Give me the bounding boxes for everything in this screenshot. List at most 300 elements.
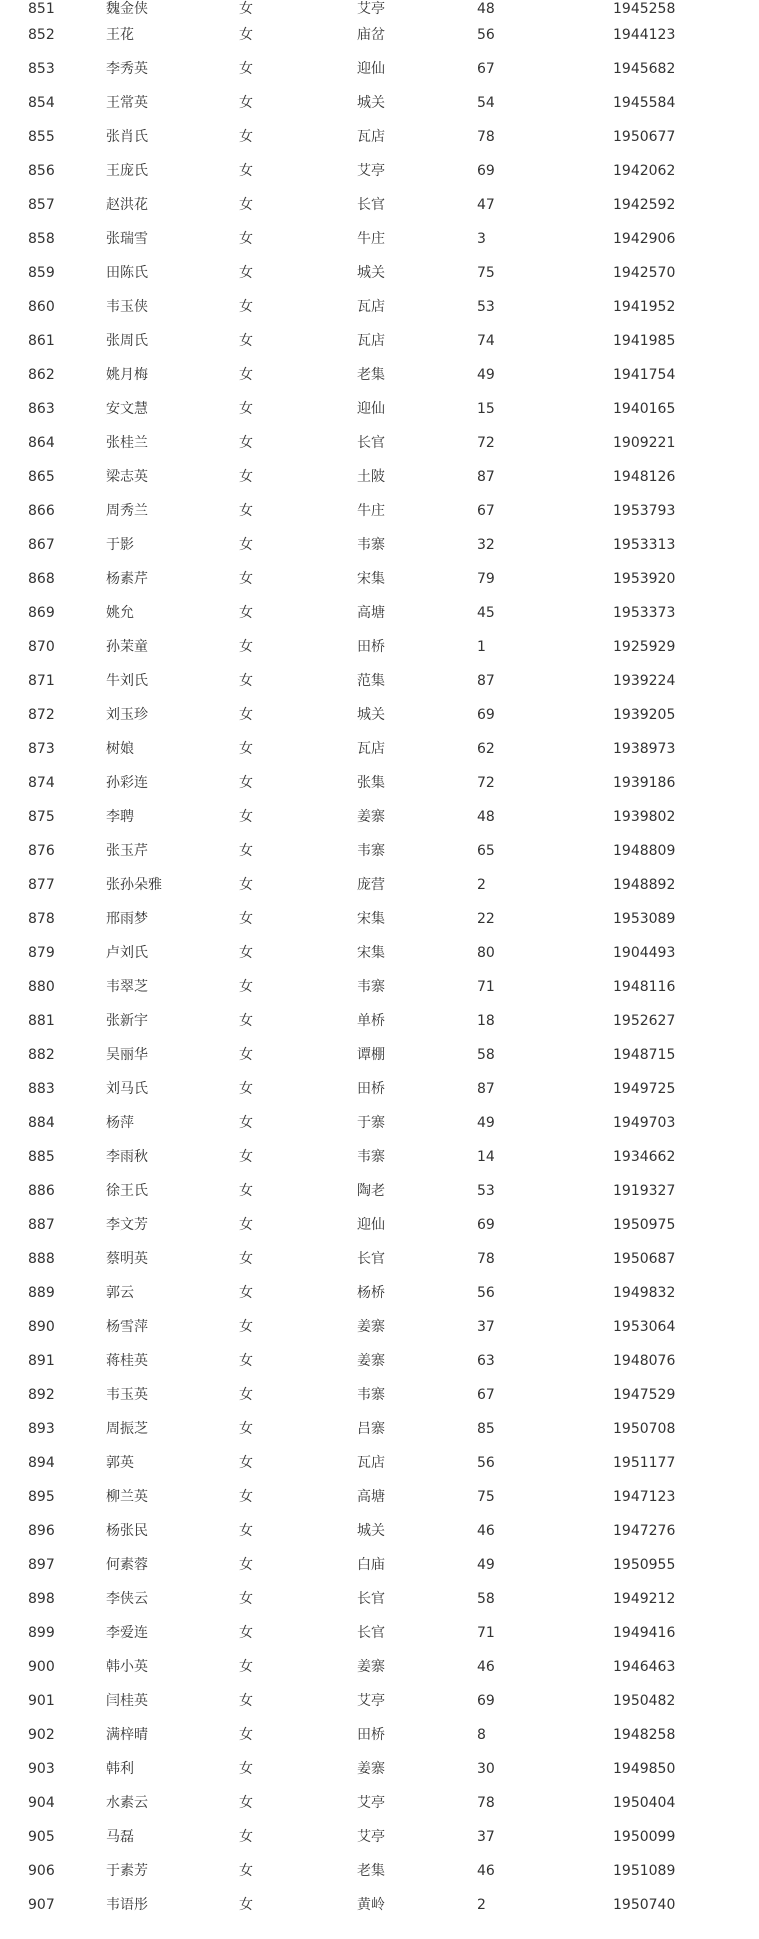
table-row [0, 868, 759, 902]
town-name: 牛庄 [357, 231, 385, 247]
table-row [0, 460, 759, 494]
town-name: 田桥 [357, 1727, 385, 1743]
table-row [0, 1412, 759, 1446]
sex-value: 女 [239, 1591, 253, 1607]
sex-value: 女 [239, 1387, 253, 1403]
sex-value: 女 [239, 1251, 253, 1267]
row-number: 889 [28, 1285, 55, 1301]
row-number: 864 [28, 435, 55, 451]
row-number: 856 [28, 163, 55, 179]
table-row [0, 664, 759, 698]
table-row [0, 1446, 759, 1480]
row-number: 886 [28, 1183, 55, 1199]
town-name: 瓦店 [357, 741, 385, 757]
record-id: 1925929 [613, 639, 676, 655]
town-name: 宋集 [357, 945, 385, 961]
person-name: 李文芳 [106, 1217, 148, 1233]
sex-value: 女 [239, 1625, 253, 1641]
table-row [0, 1276, 759, 1310]
table-row [0, 1820, 759, 1854]
town-name: 韦寨 [357, 843, 385, 859]
town-name: 高塘 [357, 605, 385, 621]
row-number: 896 [28, 1523, 55, 1539]
sex-value: 女 [239, 333, 253, 349]
table-row [0, 1106, 759, 1140]
person-name: 韩小英 [106, 1659, 148, 1675]
record-id: 1950687 [613, 1251, 676, 1267]
person-name: 杨萍 [106, 1115, 134, 1131]
record-id: 1909221 [613, 435, 676, 451]
table-row [0, 1242, 759, 1276]
sex-value: 女 [239, 265, 253, 281]
person-name: 韦翠芝 [106, 979, 148, 995]
record-id: 1950482 [613, 1693, 676, 1709]
row-number: 873 [28, 741, 55, 757]
record-id: 1950740 [613, 1897, 676, 1913]
town-name: 迎仙 [357, 1217, 385, 1233]
row-number: 852 [28, 27, 55, 43]
age-value: 75 [477, 265, 495, 281]
row-number: 907 [28, 1897, 55, 1913]
row-number: 904 [28, 1795, 55, 1811]
age-value: 3 [477, 231, 486, 247]
age-value: 80 [477, 945, 495, 961]
age-value: 67 [477, 503, 495, 519]
table-row [0, 120, 759, 154]
table-row [0, 86, 759, 120]
age-value: 46 [477, 1523, 495, 1539]
town-name: 韦寨 [357, 1387, 385, 1403]
person-name: 郭英 [106, 1455, 134, 1471]
record-id: 1946463 [613, 1659, 676, 1675]
row-number: 876 [28, 843, 55, 859]
age-value: 49 [477, 1557, 495, 1573]
row-number: 863 [28, 401, 55, 417]
age-value: 65 [477, 843, 495, 859]
row-number: 877 [28, 877, 55, 893]
person-name: 蔡明英 [106, 1251, 148, 1267]
sex-value: 女 [239, 673, 253, 689]
record-id: 1949416 [613, 1625, 676, 1641]
table-row [0, 1208, 759, 1242]
table-row [0, 1004, 759, 1038]
record-id: 1934662 [613, 1149, 676, 1165]
town-name: 韦寨 [357, 1149, 385, 1165]
record-id: 1949703 [613, 1115, 676, 1131]
record-id: 1945584 [613, 95, 676, 111]
person-name: 韩利 [106, 1761, 134, 1777]
town-name: 范集 [357, 673, 385, 689]
person-name: 蒋桂英 [106, 1353, 148, 1369]
record-id: 1948126 [613, 469, 676, 485]
sex-value: 女 [239, 1523, 253, 1539]
town-name: 吕寨 [357, 1421, 385, 1437]
sex-value: 女 [239, 401, 253, 417]
row-number: 906 [28, 1863, 55, 1879]
record-id: 1950708 [613, 1421, 676, 1437]
town-name: 庙岔 [357, 27, 385, 43]
record-id: 1948116 [613, 979, 676, 995]
record-id: 1939802 [613, 809, 676, 825]
row-number: 859 [28, 265, 55, 281]
record-id: 1953920 [613, 571, 676, 587]
sex-value: 女 [239, 1557, 253, 1573]
table-row [0, 1072, 759, 1106]
sex-value: 女 [239, 1421, 253, 1437]
age-value: 22 [477, 911, 495, 927]
row-number: 880 [28, 979, 55, 995]
table-row [0, 1582, 759, 1616]
table-row [0, 1038, 759, 1072]
age-value: 71 [477, 979, 495, 995]
person-name: 李侠云 [106, 1591, 148, 1607]
record-id: 1953089 [613, 911, 676, 927]
age-value: 48 [477, 1, 495, 17]
town-name: 高塘 [357, 1489, 385, 1505]
row-number: 867 [28, 537, 55, 553]
row-number: 894 [28, 1455, 55, 1471]
age-value: 72 [477, 775, 495, 791]
record-id: 1951089 [613, 1863, 676, 1879]
person-name: 徐王氏 [106, 1183, 148, 1199]
age-value: 49 [477, 1115, 495, 1131]
record-id: 1950404 [613, 1795, 676, 1811]
age-value: 30 [477, 1761, 495, 1777]
table-row [0, 426, 759, 460]
sex-value: 女 [239, 1, 253, 17]
sex-value: 女 [239, 1047, 253, 1063]
sex-value: 女 [239, 163, 253, 179]
person-name: 王庞氏 [106, 163, 148, 179]
record-id: 1940165 [613, 401, 676, 417]
record-id: 1949832 [613, 1285, 676, 1301]
record-id: 1949212 [613, 1591, 676, 1607]
age-value: 46 [477, 1659, 495, 1675]
record-id: 1947276 [613, 1523, 676, 1539]
record-id: 1942906 [613, 231, 676, 247]
age-value: 49 [477, 367, 495, 383]
town-name: 瓦店 [357, 129, 385, 145]
sex-value: 女 [239, 877, 253, 893]
sex-value: 女 [239, 129, 253, 145]
row-number: 874 [28, 775, 55, 791]
person-name: 李爱连 [106, 1625, 148, 1641]
person-name: 李雨秋 [106, 1149, 148, 1165]
sex-value: 女 [239, 95, 253, 111]
sex-value: 女 [239, 1795, 253, 1811]
age-value: 2 [477, 1897, 486, 1913]
age-value: 45 [477, 605, 495, 621]
town-name: 姜寨 [357, 1353, 385, 1369]
sex-value: 女 [239, 911, 253, 927]
row-number: 901 [28, 1693, 55, 1709]
age-value: 87 [477, 469, 495, 485]
record-id: 1949725 [613, 1081, 676, 1097]
person-name: 刘马氏 [106, 1081, 148, 1097]
table-row [0, 1480, 759, 1514]
age-value: 47 [477, 197, 495, 213]
sex-value: 女 [239, 231, 253, 247]
sex-value: 女 [239, 299, 253, 315]
town-name: 艾亭 [357, 163, 385, 179]
record-id: 1942062 [613, 163, 676, 179]
age-value: 78 [477, 1795, 495, 1811]
person-name: 杨素芹 [106, 571, 148, 587]
person-name: 韦玉侠 [106, 299, 148, 315]
sex-value: 女 [239, 945, 253, 961]
table-row [0, 834, 759, 868]
row-number: 878 [28, 911, 55, 927]
town-name: 迎仙 [357, 401, 385, 417]
sex-value: 女 [239, 639, 253, 655]
table-row [0, 1854, 759, 1888]
record-id: 1947529 [613, 1387, 676, 1403]
record-id: 1941985 [613, 333, 676, 349]
town-name: 艾亭 [357, 1693, 385, 1709]
table-row [0, 1752, 759, 1786]
row-number: 887 [28, 1217, 55, 1233]
person-name: 魏金侠 [106, 1, 148, 17]
person-name: 刘玉珍 [106, 707, 148, 723]
table-row [0, 18, 759, 52]
town-name: 姜寨 [357, 1659, 385, 1675]
row-number: 883 [28, 1081, 55, 1097]
table-row [0, 936, 759, 970]
age-value: 79 [477, 571, 495, 587]
age-value: 15 [477, 401, 495, 417]
record-id: 1944123 [613, 27, 676, 43]
table-row [0, 1548, 759, 1582]
row-number: 882 [28, 1047, 55, 1063]
table-row [0, 1650, 759, 1684]
row-number: 868 [28, 571, 55, 587]
row-number: 884 [28, 1115, 55, 1131]
table-row [0, 222, 759, 256]
person-name: 树娘 [106, 741, 134, 757]
record-id: 1948715 [613, 1047, 676, 1063]
row-number: 866 [28, 503, 55, 519]
age-value: 8 [477, 1727, 486, 1743]
person-name: 孙彩连 [106, 775, 148, 791]
sex-value: 女 [239, 1115, 253, 1131]
town-name: 陶老 [357, 1183, 385, 1199]
town-name: 姜寨 [357, 1319, 385, 1335]
sex-value: 女 [239, 741, 253, 757]
person-name: 张瑞雪 [106, 231, 148, 247]
row-number: 857 [28, 197, 55, 213]
person-name: 王花 [106, 27, 134, 43]
town-name: 杨桥 [357, 1285, 385, 1301]
person-name: 于素芳 [106, 1863, 148, 1879]
age-value: 1 [477, 639, 486, 655]
age-value: 67 [477, 1387, 495, 1403]
town-name: 瓦店 [357, 333, 385, 349]
town-name: 老集 [357, 367, 385, 383]
town-name: 谭棚 [357, 1047, 385, 1063]
row-number: 853 [28, 61, 55, 77]
town-name: 于寨 [357, 1115, 385, 1131]
town-name: 张集 [357, 775, 385, 791]
sex-value: 女 [239, 1353, 253, 1369]
sex-value: 女 [239, 1659, 253, 1675]
record-id: 1919327 [613, 1183, 676, 1199]
town-name: 艾亭 [357, 1795, 385, 1811]
town-name: 城关 [357, 95, 385, 111]
sex-value: 女 [239, 469, 253, 485]
table-row [0, 698, 759, 732]
record-id: 1950099 [613, 1829, 676, 1845]
sex-value: 女 [239, 1217, 253, 1233]
table-row [0, 1344, 759, 1378]
sex-value: 女 [239, 1285, 253, 1301]
age-value: 46 [477, 1863, 495, 1879]
person-name: 张孙朵雅 [106, 877, 162, 893]
record-id: 1953793 [613, 503, 676, 519]
sex-value: 女 [239, 1183, 253, 1199]
town-name: 城关 [357, 707, 385, 723]
town-name: 长官 [357, 1591, 385, 1607]
record-id: 1939224 [613, 673, 676, 689]
town-name: 土陂 [357, 469, 385, 485]
table-row [0, 902, 759, 936]
table-row [0, 1684, 759, 1718]
sex-value: 女 [239, 503, 253, 519]
person-name: 韦语彤 [106, 1897, 148, 1913]
row-number: 875 [28, 809, 55, 825]
town-name: 宋集 [357, 571, 385, 587]
table-row [0, 52, 759, 86]
town-name: 姜寨 [357, 809, 385, 825]
row-number: 898 [28, 1591, 55, 1607]
row-number: 855 [28, 129, 55, 145]
row-number: 895 [28, 1489, 55, 1505]
table-row [0, 1174, 759, 1208]
age-value: 56 [477, 1285, 495, 1301]
table-row [0, 800, 759, 834]
sex-value: 女 [239, 1863, 253, 1879]
age-value: 62 [477, 741, 495, 757]
town-name: 城关 [357, 265, 385, 281]
row-number: 858 [28, 231, 55, 247]
record-id: 1942570 [613, 265, 676, 281]
row-number: 870 [28, 639, 55, 655]
sex-value: 女 [239, 1897, 253, 1913]
town-name: 长官 [357, 197, 385, 213]
table-row [0, 1786, 759, 1820]
record-id: 1951177 [613, 1455, 676, 1471]
record-id: 1948076 [613, 1353, 676, 1369]
person-name: 张桂兰 [106, 435, 148, 451]
person-name: 梁志英 [106, 469, 148, 485]
sex-value: 女 [239, 1319, 253, 1335]
sex-value: 女 [239, 435, 253, 451]
sex-value: 女 [239, 979, 253, 995]
sex-value: 女 [239, 1693, 253, 1709]
record-id: 1950955 [613, 1557, 676, 1573]
sex-value: 女 [239, 1013, 253, 1029]
record-id: 1950677 [613, 129, 676, 145]
age-value: 37 [477, 1829, 495, 1845]
age-value: 69 [477, 163, 495, 179]
table-row [0, 154, 759, 188]
person-name: 孙茉童 [106, 639, 148, 655]
person-name: 周振芝 [106, 1421, 148, 1437]
person-name: 李秀英 [106, 61, 148, 77]
table-row [0, 392, 759, 426]
record-id: 1948892 [613, 877, 676, 893]
person-name: 杨雪萍 [106, 1319, 148, 1335]
row-number: 872 [28, 707, 55, 723]
record-id: 1953064 [613, 1319, 676, 1335]
age-value: 74 [477, 333, 495, 349]
town-name: 瓦店 [357, 299, 385, 315]
sex-value: 女 [239, 1489, 253, 1505]
record-id: 1945682 [613, 61, 676, 77]
record-id: 1948809 [613, 843, 676, 859]
row-number: 891 [28, 1353, 55, 1369]
person-name: 何素蓉 [106, 1557, 148, 1573]
age-value: 14 [477, 1149, 495, 1165]
age-value: 72 [477, 435, 495, 451]
town-name: 长官 [357, 1251, 385, 1267]
sex-value: 女 [239, 1829, 253, 1845]
town-name: 老集 [357, 1863, 385, 1879]
town-name: 瓦店 [357, 1455, 385, 1471]
record-id: 1941952 [613, 299, 676, 315]
row-number: 893 [28, 1421, 55, 1437]
town-name: 田桥 [357, 1081, 385, 1097]
table-row [0, 1888, 759, 1922]
person-name: 姚允 [106, 605, 134, 621]
record-id: 1949850 [613, 1761, 676, 1777]
record-id: 1947123 [613, 1489, 676, 1505]
person-name: 田陈氏 [106, 265, 148, 281]
town-name: 姜寨 [357, 1761, 385, 1777]
person-name: 赵洪花 [106, 197, 148, 213]
age-value: 87 [477, 1081, 495, 1097]
table-row [0, 1718, 759, 1752]
person-name: 马磊 [106, 1829, 134, 1845]
row-number: 851 [28, 1, 55, 17]
row-number: 890 [28, 1319, 55, 1335]
table-row [0, 596, 759, 630]
age-value: 85 [477, 1421, 495, 1437]
age-value: 69 [477, 707, 495, 723]
age-value: 75 [477, 1489, 495, 1505]
person-name: 安文慧 [106, 401, 148, 417]
age-value: 53 [477, 299, 495, 315]
age-value: 56 [477, 1455, 495, 1471]
sex-value: 女 [239, 775, 253, 791]
person-name: 邢雨梦 [106, 911, 148, 927]
row-number: 879 [28, 945, 55, 961]
table-row [0, 1378, 759, 1412]
person-name: 张周氏 [106, 333, 148, 349]
age-value: 67 [477, 61, 495, 77]
sex-value: 女 [239, 843, 253, 859]
town-name: 单桥 [357, 1013, 385, 1029]
age-value: 87 [477, 673, 495, 689]
age-value: 78 [477, 129, 495, 145]
age-value: 69 [477, 1693, 495, 1709]
row-number: 861 [28, 333, 55, 349]
town-name: 黄岭 [357, 1897, 385, 1913]
person-name: 杨张民 [106, 1523, 148, 1539]
table-row [0, 732, 759, 766]
age-value: 53 [477, 1183, 495, 1199]
sex-value: 女 [239, 809, 253, 825]
record-id: 1953373 [613, 605, 676, 621]
